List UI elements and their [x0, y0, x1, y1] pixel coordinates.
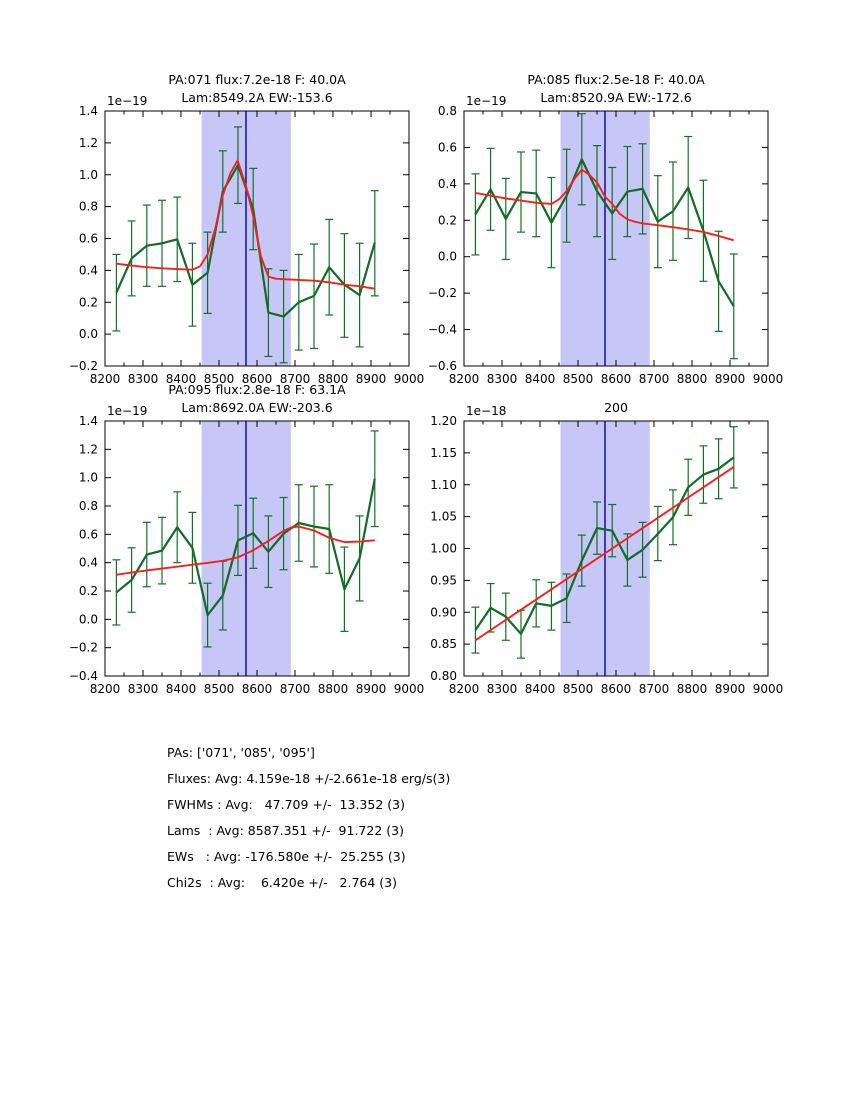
stats-line-fwhms: FWHMs : Avg: 47.709 +/- 13.352 (3) — [167, 797, 405, 812]
chart-2-title-line-1: PA:085 flux:2.5e-18 F: 40.0A — [527, 72, 705, 87]
x-tick-label: 8900 — [714, 372, 746, 386]
x-tick-label: 8700 — [279, 372, 311, 386]
y-tick-label: 1.2 — [78, 135, 98, 150]
y-tick-label: 1.10 — [430, 477, 457, 492]
y-tick-label: −0.2 — [68, 359, 98, 373]
x-tick-label: 8400 — [165, 372, 197, 386]
chart-1-title-line-1: PA:071 flux:7.2e-18 F: 40.0A — [168, 72, 346, 87]
y-tick-label: 0.0 — [437, 249, 457, 264]
y-tick-label: 1.4 — [78, 414, 98, 428]
y-tick-label: 1.2 — [78, 442, 98, 457]
y-tick-label: 0.95 — [430, 573, 457, 588]
chart-2-title — [464, 71, 768, 107]
x-tick-label: 9000 — [752, 372, 784, 386]
x-tick-label: 8800 — [317, 682, 349, 696]
x-tick-label: 8200 — [448, 372, 480, 386]
stats-line-lams: Lams : Avg: 8587.351 +/- 91.722 (3) — [167, 823, 404, 838]
x-tick-label: 8600 — [241, 372, 273, 386]
y-tick-label: −0.2 — [427, 286, 457, 301]
chart-3 — [69, 414, 424, 696]
chart-4-offset-label: 1e−18 — [466, 404, 507, 418]
y-tick-label: −0.4 — [427, 322, 457, 337]
y-tick-label: 1.0 — [78, 470, 98, 485]
chart-3-title-line-2: Lam:8692.0A EW:-203.6 — [181, 400, 333, 415]
chart-4-title — [464, 399, 768, 417]
stats-line-ews: EWs : Avg: -176.580e +/- 25.255 (3) — [167, 849, 406, 864]
y-tick-label: 0.4 — [437, 176, 457, 191]
stats-text — [167, 740, 450, 896]
x-tick-label: 8300 — [127, 372, 159, 386]
y-tick-label: 0.6 — [78, 527, 98, 542]
chart-1-offset-label: 1e−19 — [107, 94, 148, 108]
y-tick-label: 0.80 — [430, 669, 457, 683]
x-tick-label: 8700 — [279, 682, 311, 696]
y-tick-label: 0.6 — [78, 231, 98, 246]
y-tick-label: 0.90 — [430, 605, 457, 620]
y-tick-label: 0.8 — [78, 499, 98, 513]
x-tick-label: 8800 — [676, 682, 708, 696]
x-tick-label: 9000 — [393, 682, 425, 696]
x-tick-label: 8500 — [562, 682, 594, 696]
y-tick-label: 0.4 — [78, 263, 98, 278]
y-tick-label: 1.00 — [430, 541, 457, 556]
y-tick-label: 1.20 — [430, 414, 457, 428]
stats-line-chi2s: Chi2s : Avg: 6.420e +/- 2.764 (3) — [167, 875, 398, 890]
y-tick-label: 0.8 — [437, 104, 457, 118]
y-tick-label: 0.6 — [437, 140, 457, 155]
x-tick-label: 8600 — [241, 682, 273, 696]
x-tick-label: 8600 — [600, 372, 632, 386]
chart-3-offset-label: 1e−19 — [107, 404, 148, 418]
x-tick-label: 8500 — [562, 372, 594, 386]
stats-line-pas: PAs: ['071', '085', '095'] — [167, 745, 315, 760]
x-tick-label: 8200 — [89, 372, 121, 386]
y-tick-label: 1.15 — [430, 445, 457, 460]
x-tick-label: 8600 — [600, 682, 632, 696]
y-tick-label: 0.0 — [78, 327, 98, 342]
y-tick-label: −0.6 — [427, 359, 457, 373]
x-tick-label: 8900 — [355, 372, 387, 386]
chart-1-title — [105, 71, 409, 107]
y-tick-label: 0.2 — [78, 295, 98, 310]
x-tick-label: 8300 — [486, 682, 518, 696]
x-tick-label: 8500 — [203, 682, 235, 696]
x-tick-label: 8200 — [89, 682, 121, 696]
x-tick-label: 8400 — [524, 372, 556, 386]
chart-3-title — [105, 381, 409, 417]
x-tick-label: 8700 — [638, 682, 670, 696]
y-tick-label: −0.4 — [68, 669, 98, 683]
x-tick-label: 8300 — [127, 682, 159, 696]
chart-2-title-line-2: Lam:8520.9A EW:-172.6 — [540, 90, 692, 105]
x-tick-label: 8500 — [203, 372, 235, 386]
x-tick-label: 9000 — [393, 372, 425, 386]
chart-4-title-line-1: 200 — [604, 400, 628, 415]
x-tick-label: 8800 — [676, 372, 708, 386]
x-tick-label: 8900 — [355, 682, 387, 696]
x-tick-label: 9000 — [752, 682, 784, 696]
y-tick-label: −0.2 — [68, 640, 98, 655]
y-tick-label: 0.2 — [78, 584, 98, 598]
y-tick-label: 0.2 — [437, 213, 457, 228]
y-tick-label: 0.8 — [78, 199, 98, 214]
x-tick-label: 8400 — [165, 682, 197, 696]
y-tick-label: 1.0 — [78, 167, 98, 182]
y-tick-label: 1.05 — [430, 509, 457, 524]
chart-1-title-line-2: Lam:8549.2A EW:-153.6 — [181, 90, 333, 105]
chart-2-offset-label: 1e−19 — [466, 94, 507, 108]
chart-2 — [428, 104, 783, 386]
y-tick-label: 0.4 — [78, 555, 98, 570]
x-tick-label: 8800 — [317, 372, 349, 386]
x-tick-label: 8400 — [524, 682, 556, 696]
chart-1 — [69, 104, 424, 386]
y-tick-label: 0.0 — [78, 612, 98, 627]
x-tick-label: 8200 — [448, 682, 480, 696]
x-tick-label: 8900 — [714, 682, 746, 696]
x-tick-label: 8300 — [486, 372, 518, 386]
chart-3-title-line-1: PA:095 flux:2.8e-18 F: 63.1A — [168, 382, 346, 397]
chart-4 — [430, 414, 783, 696]
y-tick-label: 0.85 — [430, 637, 457, 652]
stats-line-fluxes: Fluxes: Avg: 4.159e-18 +/-2.661e-18 erg/s(3) — [167, 771, 451, 786]
x-tick-label: 8700 — [638, 372, 670, 386]
y-tick-label: 1.4 — [78, 104, 98, 118]
